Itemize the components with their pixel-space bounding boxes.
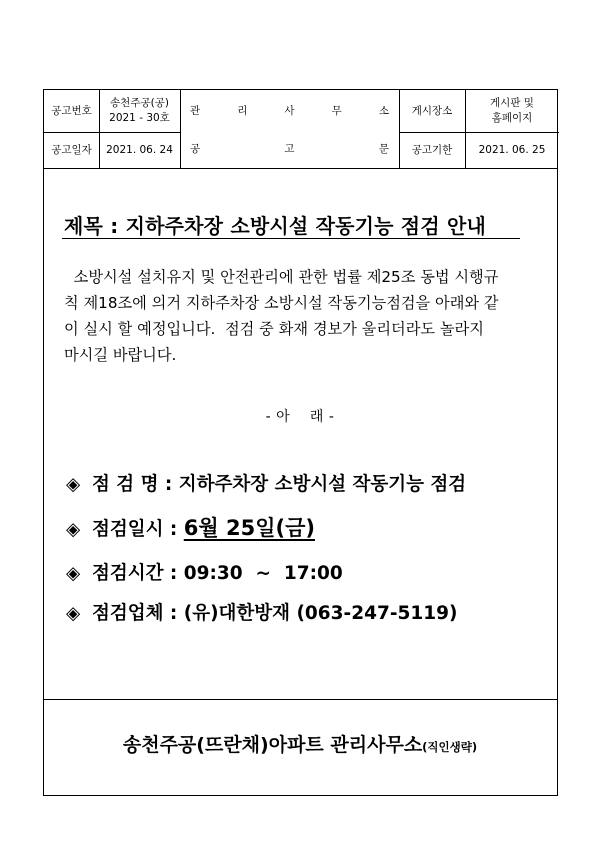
inspection-date-item xyxy=(66,512,315,542)
post-place-value xyxy=(465,90,559,132)
post-place-label: 게시장소 xyxy=(411,104,453,117)
notice-number-line2: 2021 - 30호 xyxy=(109,112,170,124)
post-place-line2: 홈페이지 xyxy=(491,112,533,124)
title-char: 사 xyxy=(284,104,295,117)
title-char: 고 xyxy=(284,142,295,155)
seal-omitted-note: (직인생략) xyxy=(422,740,478,754)
paragraph-line: 소방시설 설치유지 및 안전관리에 관한 법률 제25조 동법 시행규 xyxy=(64,268,499,286)
footer-divider xyxy=(44,699,557,700)
deadline-label: 공고기한 xyxy=(411,143,453,156)
title-char: 무 xyxy=(331,104,342,117)
inspection-name-item xyxy=(66,470,466,496)
item-label: 점검업체 : xyxy=(92,603,184,624)
notice-date-value: 2021. 06. 24 xyxy=(106,143,173,156)
paragraph-line: 마시길 바랍니다. xyxy=(64,346,177,364)
subject-title: 제목 : 지하주차장 소방시설 작동기능 점검 안내 xyxy=(64,214,487,238)
title-office xyxy=(180,90,399,132)
item-value: 6월 25일(금) xyxy=(183,516,315,540)
inspection-time-item xyxy=(66,559,343,585)
below-marker: - 아 래 - xyxy=(265,409,335,425)
title-char: 문 xyxy=(378,142,389,155)
inspection-company-item xyxy=(66,599,457,625)
notice-paragraph xyxy=(64,264,538,368)
post-place-line1: 게시판 및 xyxy=(490,97,534,109)
deadline-value: 2021. 06. 25 xyxy=(478,143,546,156)
paragraph-line: 칙 제18조에 의거 지하주차장 소방시설 작동기능점검을 아래와 같 xyxy=(64,294,499,312)
title-char: 소 xyxy=(378,104,389,117)
subject-underline xyxy=(62,238,520,239)
notice-number-label: 공고번호 xyxy=(51,104,92,117)
issuer-name: 송천주공(뜨란채)아파트 관리사무소 xyxy=(122,734,423,756)
item-value: 09:30 ~ 17:00 xyxy=(183,563,343,584)
item-value: 지하주차장 소방시설 작동기능 점검 xyxy=(178,474,467,495)
item-label: 점검시간 : xyxy=(92,563,184,584)
item-label: 점검일시 : xyxy=(92,519,184,540)
paragraph-line: 이 실시 할 예정입니다. 점검 중 화재 경보가 울리더라도 놀라지 xyxy=(64,320,484,338)
item-value: (유)대한방재 (063-247-5119) xyxy=(183,603,458,624)
title-char: 관 xyxy=(190,104,201,117)
diamond-bullet-icon: ◈ xyxy=(66,603,81,624)
notice-number-line1: 송천주공(공) xyxy=(110,97,169,109)
notice-date-label: 공고일자 xyxy=(51,143,92,156)
notice-header-table xyxy=(43,89,558,169)
diamond-bullet-icon: ◈ xyxy=(66,474,81,495)
issuer-signature xyxy=(0,730,600,757)
title-char: 공 xyxy=(190,142,201,155)
notice-number-value xyxy=(99,90,180,132)
diamond-bullet-icon: ◈ xyxy=(66,519,81,540)
title-char: 리 xyxy=(237,104,248,117)
title-notice xyxy=(180,130,399,168)
diamond-bullet-icon: ◈ xyxy=(66,563,81,584)
item-label: 점 검 명 : xyxy=(92,474,179,495)
